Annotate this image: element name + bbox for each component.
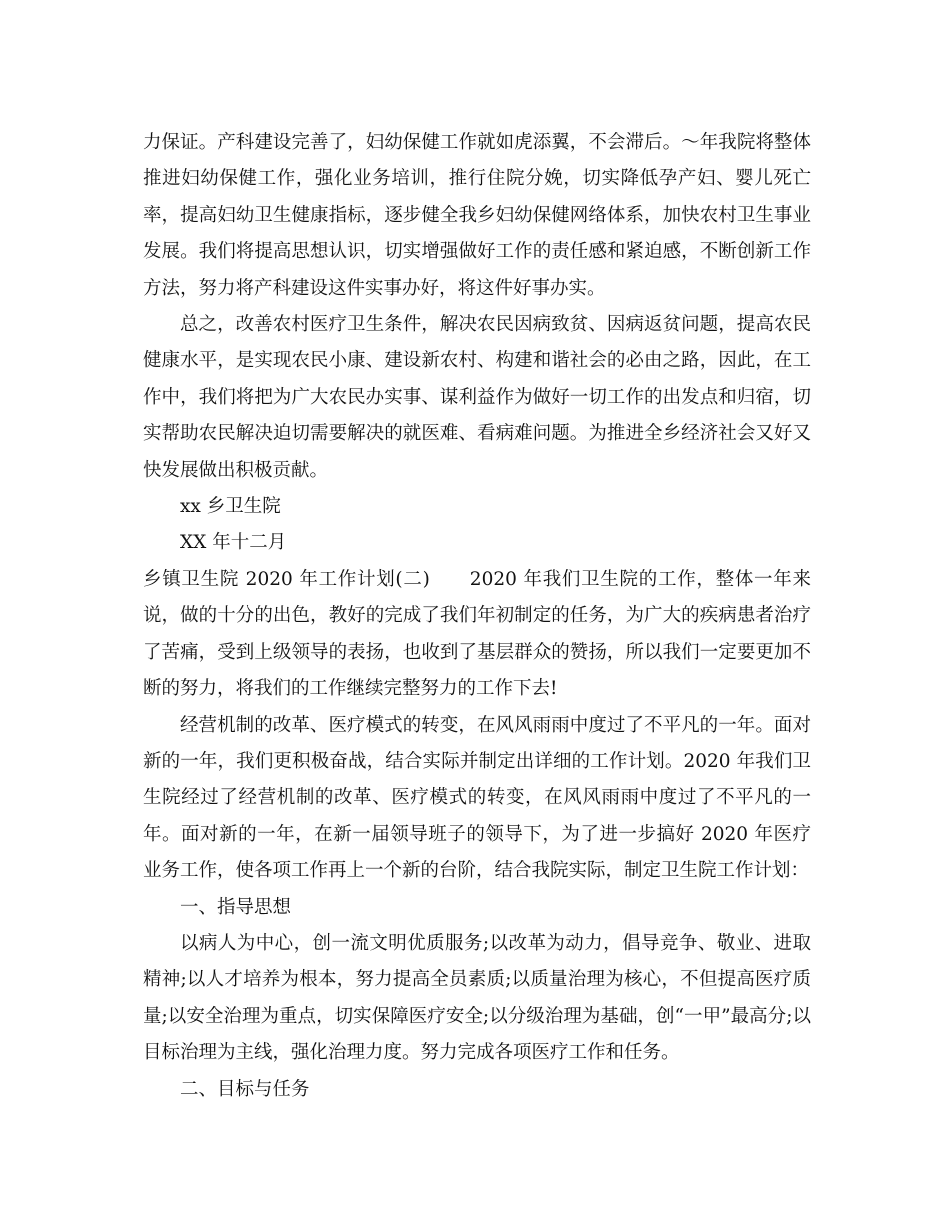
section-heading-goals-tasks: 二、目标与任务 [180,1078,310,1100]
paragraph-maternal-care: 力保证。产科建设完善了，妇幼保健工作就如虎添翼，不会滞后。～年我院将整体推进妇幼保健工作，强化业务培训，推行住院分娩，切实降低孕产妇、婴儿死亡率，提高妇幼卫生健康指标，逐步健全我乡妇幼保健网络体系，加快农村卫生事业发展。我们将提高思想认识，切实增强做好工作的责任感和紧迫感，不断创新工作方法，努力将产科建设这件实事办好，将这件好事办实。 [143,132,811,299]
plan-intro-rest: 做的十分的出色，教好的完成了我们年初制定的任务，为广大的疾病患者治疗了苦痛，受到上级领导的表扬，也收到了基层群众的赞扬，所以我们一定要更加不断的努力，将我们的工作继续完整努力的工作下去! [143,605,811,700]
paragraph-reform: 经营机制的改革、医疗模式的转变，在风风雨雨中度过了不平凡的一年。面对新的一年，我们更积极奋战，结合实际并制定出详细的工作计划。2020 年我们卫生院经过了经营机制的改革、医疗模式的转变，在风风雨雨中度过了不平凡的一年。面对新的一年，在新一届领导班子的领导下，为了进一步搞好 2020 年医疗业务工作，使各项工作再上一个新的台阶，结合我院实际，制定卫生院工作计划： [143,714,811,882]
plan-title: 乡镇卫生院 2020 年工作计划(二) [143,568,430,590]
plan-intro-first-line: 2020 年我们卫生院的工作，整体一年来说， [143,568,811,627]
document-body [143,125,811,1108]
signature-organization: xx 乡卫生院 [180,496,281,518]
section-heading-guiding-ideology: 一、指导思想 [180,896,292,918]
paragraph-plan-intro [143,562,811,708]
paragraph-conclusion: 总之，改善农村医疗卫生条件，解决农民因病致贫、因病返贫问题，提高农民健康水平，是实现农民小康、建设新农村、构建和谐社会的必由之路，因此，在工作中，我们将把为广大农民办实事、谋利益作为做好一切工作的出发点和归宿，切实帮助农民解决迫切需要解决的就医难、看病难问题。为推进全乡经济社会又好又快发展做出积极贡献。 [143,314,811,481]
paragraph-guiding-ideology: 以病人为中心，创一流文明优质服务;以改革为动力，倡导竞争、敬业、进取精神;以人才培养为根本，努力提高全员素质;以质量治理为核心，不但提高医疗质量;以安全治理为重点，切实保障医疗安全;以分级治理为基础，创“一甲”最高分;以目标治理为主线，强化治理力度。努力完成各项医疗工作和任务。 [143,932,811,1064]
signature-date: XX 年十二月 [180,532,287,554]
